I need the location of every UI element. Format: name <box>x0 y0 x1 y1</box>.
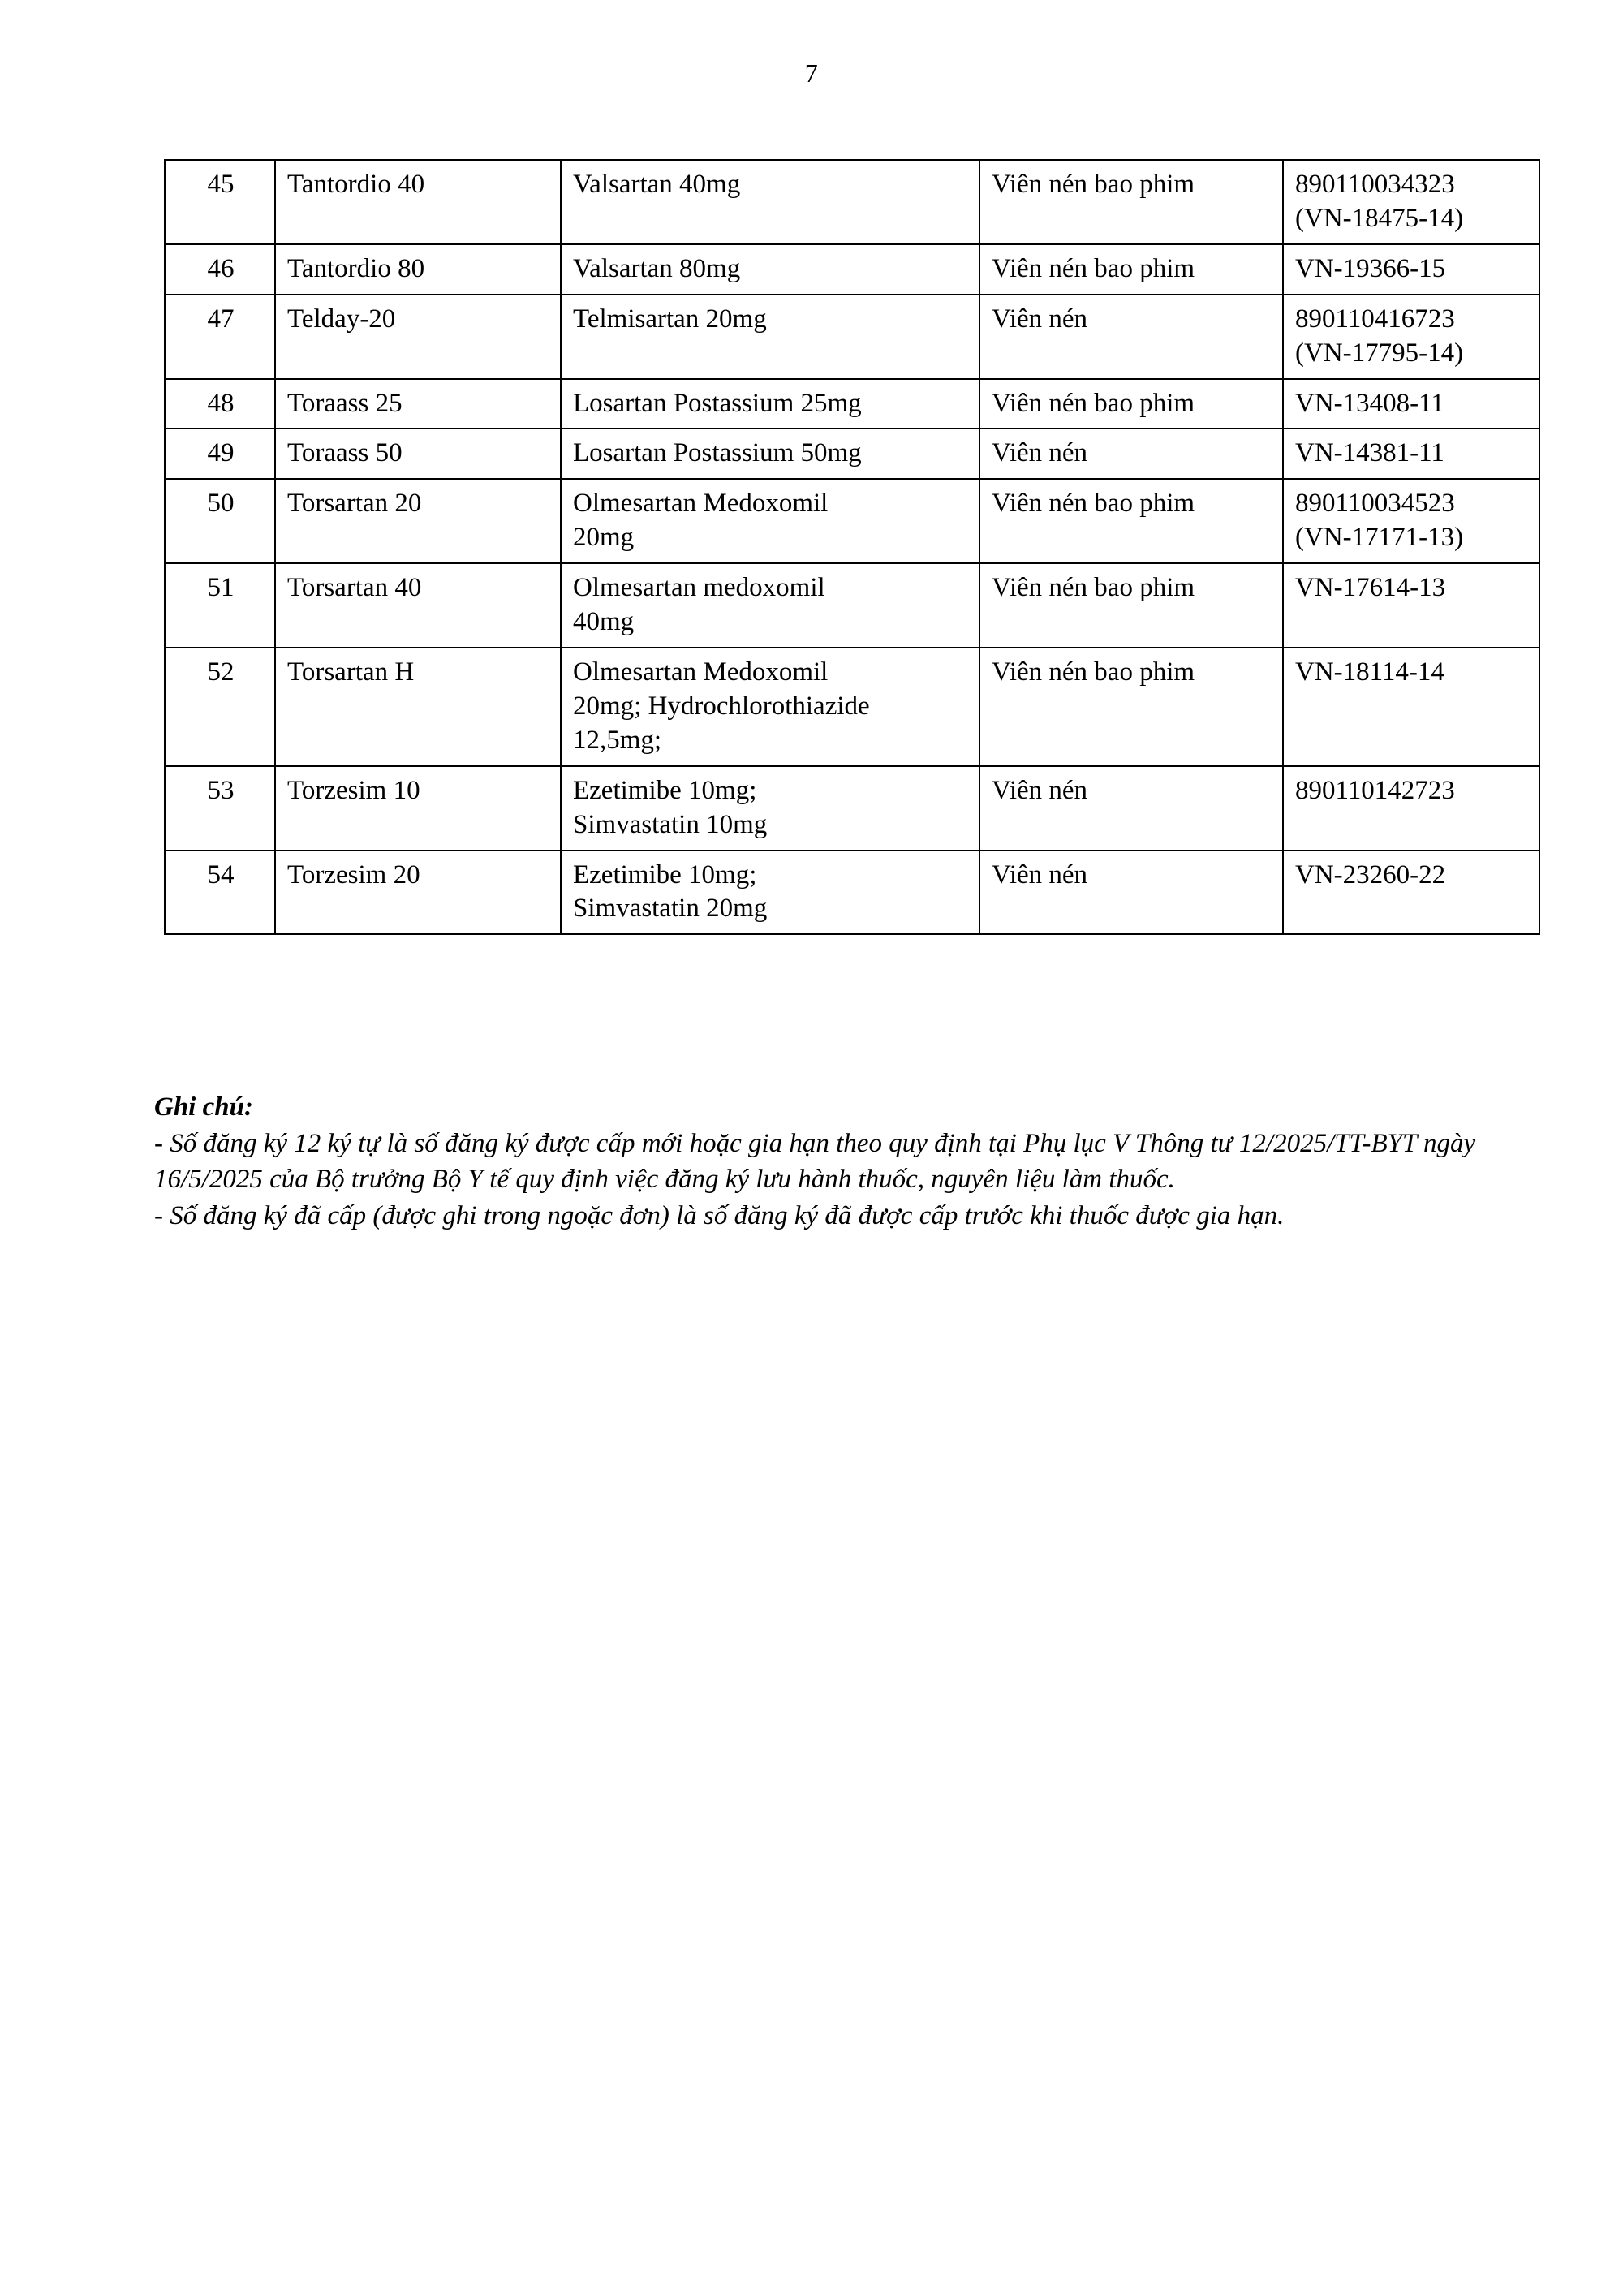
cell-registration-line: (VN-18475-14) <box>1295 203 1464 233</box>
cell-dosage-form: Viên nén bao phim <box>979 244 1283 295</box>
cell-registration-line: VN-18114-14 <box>1295 657 1444 687</box>
cell-dosage-form: Viên nén <box>979 295 1283 379</box>
cell-dosage-form: Viên nén bao phim <box>979 563 1283 648</box>
cell-registration-line: (VN-17171-13) <box>1295 523 1464 553</box>
cell-ingredients <box>561 160 979 244</box>
cell-registration-line: VN-17614-13 <box>1295 573 1446 603</box>
cell-registration <box>1283 766 1539 851</box>
cell-ingredients-line: Ezetimibe 10mg; <box>573 859 757 890</box>
cell-ingredients-line: Valsartan 80mg <box>573 253 741 283</box>
cell-registration-line: 890110416723 <box>1295 304 1455 334</box>
cell-dosage-form: Viên nén bao phim <box>979 479 1283 563</box>
cell-registration-line: (VN-17795-14) <box>1295 338 1464 368</box>
cell-row-number: 51 <box>165 563 275 648</box>
table-row <box>165 244 1539 295</box>
cell-ingredients-line: 20mg; Hydrochlorothiazide <box>573 691 870 721</box>
cell-registration-line: VN-14381-11 <box>1295 438 1444 468</box>
cell-ingredients-line: Simvastatin 10mg <box>573 809 768 839</box>
cell-ingredients-line: Telmisartan 20mg <box>573 304 767 334</box>
note-item-2: - Số đăng ký đã cấp (được ghi trong ngoặc đơn) là số đăng ký đã được cấp trước khi thuốc được gia hạn. <box>154 1200 1285 1230</box>
cell-ingredients-line: Ezetimibe 10mg; <box>573 775 757 805</box>
cell-row-number: 46 <box>165 244 275 295</box>
cell-ingredients-line: Olmesartan medoxomil <box>573 573 825 603</box>
cell-ingredients-line: 12,5mg; <box>573 725 662 755</box>
table-row <box>165 766 1539 851</box>
notes-title: Ghi chú: <box>154 1092 253 1122</box>
cell-registration <box>1283 379 1539 429</box>
cell-dosage-form: Viên nén <box>979 429 1283 479</box>
cell-ingredients-line: Valsartan 40mg <box>573 170 741 199</box>
cell-registration <box>1283 160 1539 244</box>
cell-drug-name: Tantordio 80 <box>275 244 561 295</box>
drug-table-body <box>165 160 1539 934</box>
cell-dosage-form: Viên nén bao phim <box>979 379 1283 429</box>
cell-drug-name: Toraass 50 <box>275 429 561 479</box>
cell-registration-line: VN-13408-11 <box>1295 388 1444 418</box>
cell-ingredients-line: Losartan Postassium 50mg <box>573 438 862 468</box>
cell-ingredients-line: Losartan Postassium 25mg <box>573 388 862 418</box>
note-item-1: - Số đăng ký 12 ký tự là số đăng ký được cấp mới hoặc gia hạn theo quy định tại Phụ lục V Thông tư 12/2025/TT-BYT ngày 16/5/2025 của Bộ trưởng Bộ Y tế quy định việc đăng ký lưu hành thuốc, nguyên liệu làm thuốc. <box>154 1129 1476 1195</box>
cell-drug-name: Toraass 25 <box>275 379 561 429</box>
cell-registration-line: 890110034523 <box>1295 489 1455 519</box>
cell-row-number: 45 <box>165 160 275 244</box>
cell-drug-name: Torzesim 20 <box>275 851 561 935</box>
cell-registration <box>1283 479 1539 563</box>
cell-ingredients <box>561 648 979 766</box>
cell-ingredients-line: Olmesartan Medoxomil <box>573 489 829 519</box>
cell-drug-name: Tantordio 40 <box>275 160 561 244</box>
cell-ingredients-line: Olmesartan Medoxomil <box>573 657 829 687</box>
cell-ingredients <box>561 244 979 295</box>
cell-row-number: 53 <box>165 766 275 851</box>
cell-row-number: 48 <box>165 379 275 429</box>
table-row <box>165 648 1539 766</box>
cell-ingredients <box>561 295 979 379</box>
drug-registration-table <box>164 159 1540 935</box>
cell-registration <box>1283 563 1539 648</box>
cell-dosage-form: Viên nén <box>979 766 1283 851</box>
cell-registration <box>1283 295 1539 379</box>
cell-drug-name: Torsartan 40 <box>275 563 561 648</box>
cell-registration-line: VN-23260-22 <box>1295 859 1446 890</box>
cell-ingredients <box>561 379 979 429</box>
cell-row-number: 50 <box>165 479 275 563</box>
cell-dosage-form: Viên nén bao phim <box>979 648 1283 766</box>
notes-section <box>154 1089 1526 1234</box>
cell-ingredients-line: Simvastatin 20mg <box>573 894 768 924</box>
cell-registration <box>1283 429 1539 479</box>
table-row <box>165 851 1539 935</box>
cell-drug-name: Torsartan 20 <box>275 479 561 563</box>
cell-drug-name: Telday-20 <box>275 295 561 379</box>
cell-ingredients <box>561 766 979 851</box>
page-number: 7 <box>804 58 819 88</box>
cell-row-number: 49 <box>165 429 275 479</box>
cell-dosage-form: Viên nén <box>979 851 1283 935</box>
cell-registration <box>1283 648 1539 766</box>
table-row <box>165 429 1539 479</box>
cell-drug-name: Torzesim 10 <box>275 766 561 851</box>
table-row <box>165 379 1539 429</box>
table-row <box>165 479 1539 563</box>
cell-registration-line: VN-19366-15 <box>1295 253 1446 283</box>
cell-row-number: 47 <box>165 295 275 379</box>
cell-dosage-form: Viên nén bao phim <box>979 160 1283 244</box>
cell-ingredients-line: 40mg <box>573 607 635 637</box>
cell-row-number: 54 <box>165 851 275 935</box>
cell-registration <box>1283 851 1539 935</box>
drug-table-container <box>164 159 1539 935</box>
table-row <box>165 563 1539 648</box>
cell-drug-name: Torsartan H <box>275 648 561 766</box>
table-row <box>165 160 1539 244</box>
cell-ingredients <box>561 429 979 479</box>
cell-ingredients-line: 20mg <box>573 523 635 553</box>
cell-registration <box>1283 244 1539 295</box>
cell-ingredients <box>561 479 979 563</box>
cell-row-number: 52 <box>165 648 275 766</box>
cell-ingredients <box>561 563 979 648</box>
cell-ingredients <box>561 851 979 935</box>
table-row <box>165 295 1539 379</box>
cell-registration-line: 890110142723 <box>1295 775 1455 805</box>
cell-registration-line: 890110034323 <box>1295 170 1455 199</box>
